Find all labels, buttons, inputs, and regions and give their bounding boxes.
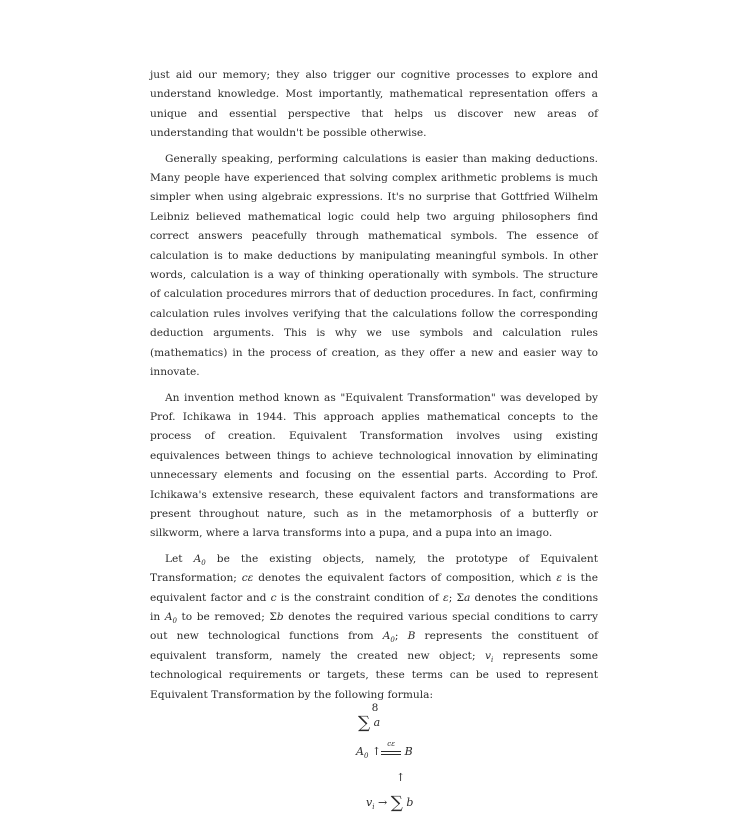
text-run: ; bbox=[448, 591, 457, 604]
formula-mid-arrow bbox=[396, 771, 405, 784]
math-subscript: 0 bbox=[390, 636, 395, 645]
arrow-line-bottom bbox=[381, 754, 401, 755]
math-epsilon: ε bbox=[556, 572, 563, 585]
text-run: to be removed; bbox=[176, 610, 270, 623]
math-c-epsilon: cε bbox=[241, 572, 254, 585]
text-run: denotes the required various special conditions to carry out new technological functions from bbox=[150, 610, 598, 643]
math-c: c bbox=[270, 591, 277, 604]
sum-symbol: ∑ bbox=[358, 713, 371, 733]
math-b: b bbox=[276, 610, 284, 623]
text-run: Let bbox=[165, 552, 194, 565]
equivalent-transformation-formula bbox=[150, 709, 598, 819]
math-base: A bbox=[193, 552, 202, 565]
math-base: v bbox=[366, 796, 373, 809]
arrow-line-top bbox=[381, 751, 401, 752]
math-A0 bbox=[164, 610, 177, 626]
text-run: is the constraint condition of bbox=[276, 591, 444, 604]
page-number: 8 bbox=[371, 702, 379, 714]
right-arrow-icon: → bbox=[377, 796, 388, 809]
math-a: a bbox=[373, 716, 381, 729]
text-run: denotes the equivalent factors of composition, which bbox=[253, 572, 557, 585]
math-a: a bbox=[463, 591, 471, 604]
math-subscript: 0 bbox=[201, 558, 206, 567]
math-subscript: 0 bbox=[363, 752, 369, 761]
paragraph-3: An invention method known as "Equivalent Transformation" was developed by Prof. Ichikawa in 1944. This approach applies mathematical concepts to the process of creation. Equivalent Transformation involves using existing equivalences between things to achieve technological innovation by eliminating unnecessary elements and focusing on the essential parts. According to Prof. Ichikawa's extensive research, these equivalent factors and transformations are present throughout nature, such as in the metamorphosis of a butterfly or silkworm, where a larva transforms into a pupa, and a pupa into an imago. bbox=[150, 391, 598, 540]
text-run: ; bbox=[394, 630, 408, 643]
sum-symbol: ∑ bbox=[390, 793, 403, 813]
equivalence-arrow bbox=[381, 740, 401, 757]
math-subscript: i bbox=[491, 655, 494, 664]
text-run: represents the constituent of equivalent transform, namely the created new object; bbox=[150, 630, 599, 662]
text-run: denotes the conditions in bbox=[150, 591, 599, 623]
math-b: b bbox=[406, 796, 414, 809]
math-base: A bbox=[164, 610, 173, 623]
math-sigma: Σ bbox=[456, 591, 464, 604]
text-run: represents some technological requirements or targets, these terms can be used to represent Equivalent Transformation by the following formula: bbox=[150, 649, 598, 701]
math-A0 bbox=[356, 745, 369, 761]
math-subscript: i bbox=[372, 803, 375, 812]
formula-sum-a bbox=[358, 713, 380, 733]
math-epsilon: ε bbox=[443, 591, 449, 604]
math-subscript: 0 bbox=[172, 617, 177, 626]
math-A0 bbox=[194, 553, 206, 565]
math-base: v bbox=[485, 649, 491, 662]
math-base: A bbox=[356, 745, 364, 758]
math-B: B bbox=[404, 745, 413, 758]
paragraph-1: just aid our memory; they also trigger our cognitive processes to explore and understand knowledge. Most importantly, mathematical representation offers a unique and essential perspective that helps us discover new areas of understanding that wouldn't be possible otherwise. bbox=[150, 69, 598, 140]
arrow-label: cε bbox=[387, 740, 395, 748]
up-arrow-icon: ↑ bbox=[371, 745, 382, 758]
text-run: is the equivalent factor and bbox=[150, 572, 598, 604]
math-sigma: Σ bbox=[269, 610, 277, 623]
math-vi bbox=[485, 650, 493, 662]
paragraph-4 bbox=[150, 550, 598, 705]
formula-transform-row bbox=[356, 740, 413, 761]
formula-bottom-row bbox=[366, 793, 413, 813]
up-arrow-icon: ↑ bbox=[396, 771, 406, 784]
text-run: be the existing objects, namely, the prototype of Equivalent Transformation; bbox=[150, 552, 598, 585]
math-base: A bbox=[382, 630, 391, 643]
math-B: B bbox=[407, 630, 416, 643]
math-A0 bbox=[382, 630, 395, 645]
paragraph-2: Generally speaking, performing calculations is easier than making deductions. Many people have experienced that solving complex arithmetic problems is much simpler when using algebraic expressions. It's no surprise that Gottfried Wilhelm Leibniz believed mathematical logic could help two arguing philosophers find correct answers peacefully through mathematical symbols. The essence of calculation is to make deductions by manipulating meaningful symbols. In other words, calculation is a way of thinking operationally with symbols. The structure of calculation procedures mirrors that of deduction procedures. In fact, confirming calculation rules involves verifying that the calculations follow the corresponding deduction arguments. This is why we use symbols and calculation rules (mathematics) in the process of creation, as they offer a new and easier way to innovate. bbox=[150, 152, 598, 379]
math-vi bbox=[366, 796, 375, 812]
